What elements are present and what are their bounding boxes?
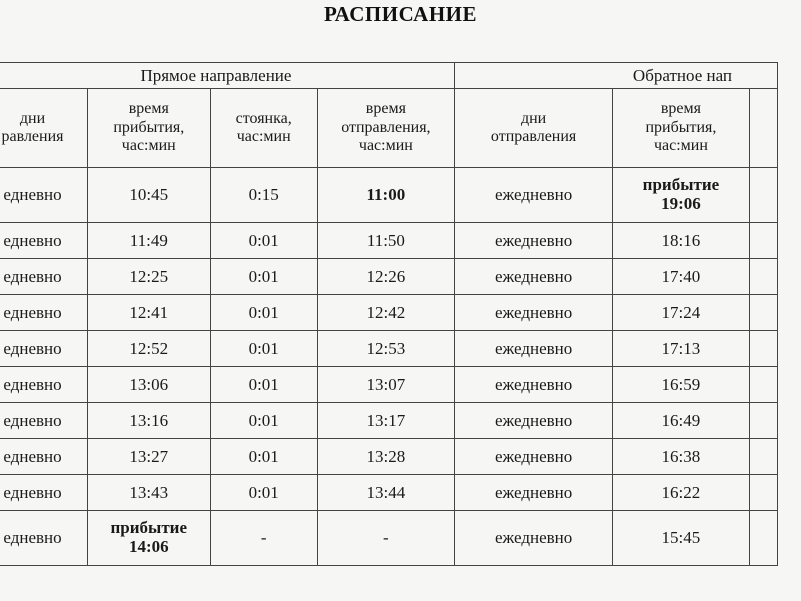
table-row	[0, 223, 778, 259]
stop-cell: 0:15	[210, 168, 317, 223]
arrival-value: 14:06	[128, 537, 169, 556]
reverse-time-cell	[613, 168, 749, 223]
page-title: РАСПИСАНИЕ	[323, 2, 478, 26]
table-row	[0, 168, 778, 223]
stop-cell: 0:01	[210, 295, 317, 331]
forward-days-cell: едневно	[0, 295, 88, 331]
table-row	[0, 295, 778, 331]
arrival-cell: 13:27	[88, 439, 211, 475]
arrival-prefix: прибытие	[110, 518, 188, 538]
forward-days-cell: едневно	[0, 223, 88, 259]
arrival-header-line-3: час:мин	[121, 137, 176, 155]
forward-days-cell: едневно	[0, 475, 88, 511]
days-header-line-2: равления	[1, 128, 64, 145]
schedule-table	[0, 62, 778, 566]
reverse-arrival-header-line-1: время	[660, 100, 701, 118]
days-header-line-1: дни	[19, 109, 46, 127]
reverse-arrival-prefix: прибытие	[642, 175, 720, 195]
reverse-days-cell: ежедневно	[454, 295, 612, 331]
departure-cell: 11:50	[317, 223, 454, 259]
arrival-cell	[88, 511, 211, 566]
arrival-header-line-1: время	[128, 100, 169, 118]
table-row	[0, 331, 778, 367]
departure-cell: 13:17	[317, 403, 454, 439]
departure-cell: 11:00	[317, 168, 454, 223]
stop-column-header	[210, 89, 317, 168]
reverse-days-header-line-1: дни	[520, 109, 547, 127]
table-row	[0, 511, 778, 566]
stop-cell: 0:01	[210, 403, 317, 439]
reverse-time-cell: 18:16	[613, 223, 749, 259]
table-row	[0, 367, 778, 403]
forward-days-cell: едневно	[0, 331, 88, 367]
arrival-cell: 13:43	[88, 475, 211, 511]
reverse-days-cell: ежедневно	[454, 475, 612, 511]
table-row	[0, 259, 778, 295]
departure-header-line-1: время	[365, 100, 406, 118]
forward-days-cell: едневно	[0, 259, 88, 295]
table-row	[0, 439, 778, 475]
clipped-cell	[749, 259, 777, 295]
table-row	[0, 475, 778, 511]
reverse-days-cell: ежедневно	[454, 223, 612, 259]
reverse-direction-header: Обратное нап	[454, 63, 777, 89]
reverse-time-value: 19:06	[661, 194, 701, 213]
departure-cell: 12:42	[317, 295, 454, 331]
stop-header-line-1: стоянка,	[235, 109, 292, 127]
departure-cell: 12:53	[317, 331, 454, 367]
stop-cell: -	[210, 511, 317, 566]
reverse-time-cell: 16:49	[613, 403, 749, 439]
stop-cell: 0:01	[210, 439, 317, 475]
forward-days-cell: едневно	[0, 439, 88, 475]
departure-column-header	[317, 89, 454, 168]
clipped-cell	[749, 168, 777, 223]
stop-cell: 0:01	[210, 475, 317, 511]
arrival-header-line-2: прибытия,	[113, 118, 185, 136]
reverse-days-header-line-2: отправления	[490, 128, 577, 145]
forward-days-cell: едневно	[0, 168, 88, 223]
reverse-days-cell: ежедневно	[454, 168, 612, 223]
departure-header-line-3: час:мин	[358, 137, 413, 155]
reverse-time-cell: 16:38	[613, 439, 749, 475]
clipped-cell	[749, 223, 777, 259]
stop-cell: 0:01	[210, 223, 317, 259]
reverse-time-cell: 17:24	[613, 295, 749, 331]
table-row	[0, 403, 778, 439]
clipped-cell	[749, 331, 777, 367]
stop-cell: 0:01	[210, 331, 317, 367]
reverse-days-cell: ежедневно	[454, 403, 612, 439]
departure-header-line-2: отправления,	[341, 118, 431, 136]
forward-days-cell: едневно	[0, 511, 88, 566]
departure-cell: 13:07	[317, 367, 454, 403]
departure-cell: -	[317, 511, 454, 566]
departure-cell: 13:44	[317, 475, 454, 511]
reverse-days-cell: ежедневно	[454, 331, 612, 367]
forward-days-cell: едневно	[0, 367, 88, 403]
reverse-days-cell: ежедневно	[454, 511, 612, 566]
clipped-cell	[749, 439, 777, 475]
reverse-time-cell: 16:59	[613, 367, 749, 403]
forward-direction-header: Прямое направление	[0, 63, 454, 89]
arrival-column-header	[88, 89, 211, 168]
reverse-days-cell: ежедневно	[454, 439, 612, 475]
departure-cell: 13:28	[317, 439, 454, 475]
stop-cell: 0:01	[210, 259, 317, 295]
arrival-cell: 12:25	[88, 259, 211, 295]
clipped-column-header	[749, 89, 777, 168]
arrival-cell: 12:52	[88, 331, 211, 367]
reverse-days-cell: ежедневно	[454, 367, 612, 403]
departure-cell: 12:26	[317, 259, 454, 295]
arrival-cell: 13:16	[88, 403, 211, 439]
reverse-arrival-header-line-3: час:мин	[653, 137, 708, 155]
clipped-cell	[749, 403, 777, 439]
days-column-header	[0, 89, 88, 168]
stop-cell: 0:01	[210, 367, 317, 403]
reverse-days-cell: ежедневно	[454, 259, 612, 295]
reverse-arrival-header-line-2: прибытия,	[645, 118, 717, 136]
forward-days-cell: едневно	[0, 403, 88, 439]
reverse-arrival-column-header	[613, 89, 749, 168]
reverse-time-cell: 16:22	[613, 475, 749, 511]
clipped-cell	[749, 295, 777, 331]
arrival-cell: 13:06	[88, 367, 211, 403]
stop-header-line-2: час:мин	[236, 128, 291, 145]
reverse-time-cell: 15:45	[613, 511, 749, 566]
clipped-cell	[749, 475, 777, 511]
arrival-cell: 12:41	[88, 295, 211, 331]
arrival-cell: 10:45	[88, 168, 211, 223]
reverse-time-cell: 17:40	[613, 259, 749, 295]
reverse-time-cell: 17:13	[613, 331, 749, 367]
clipped-cell	[749, 367, 777, 403]
arrival-cell: 11:49	[88, 223, 211, 259]
clipped-cell	[749, 511, 777, 566]
reverse-days-column-header	[454, 89, 612, 168]
